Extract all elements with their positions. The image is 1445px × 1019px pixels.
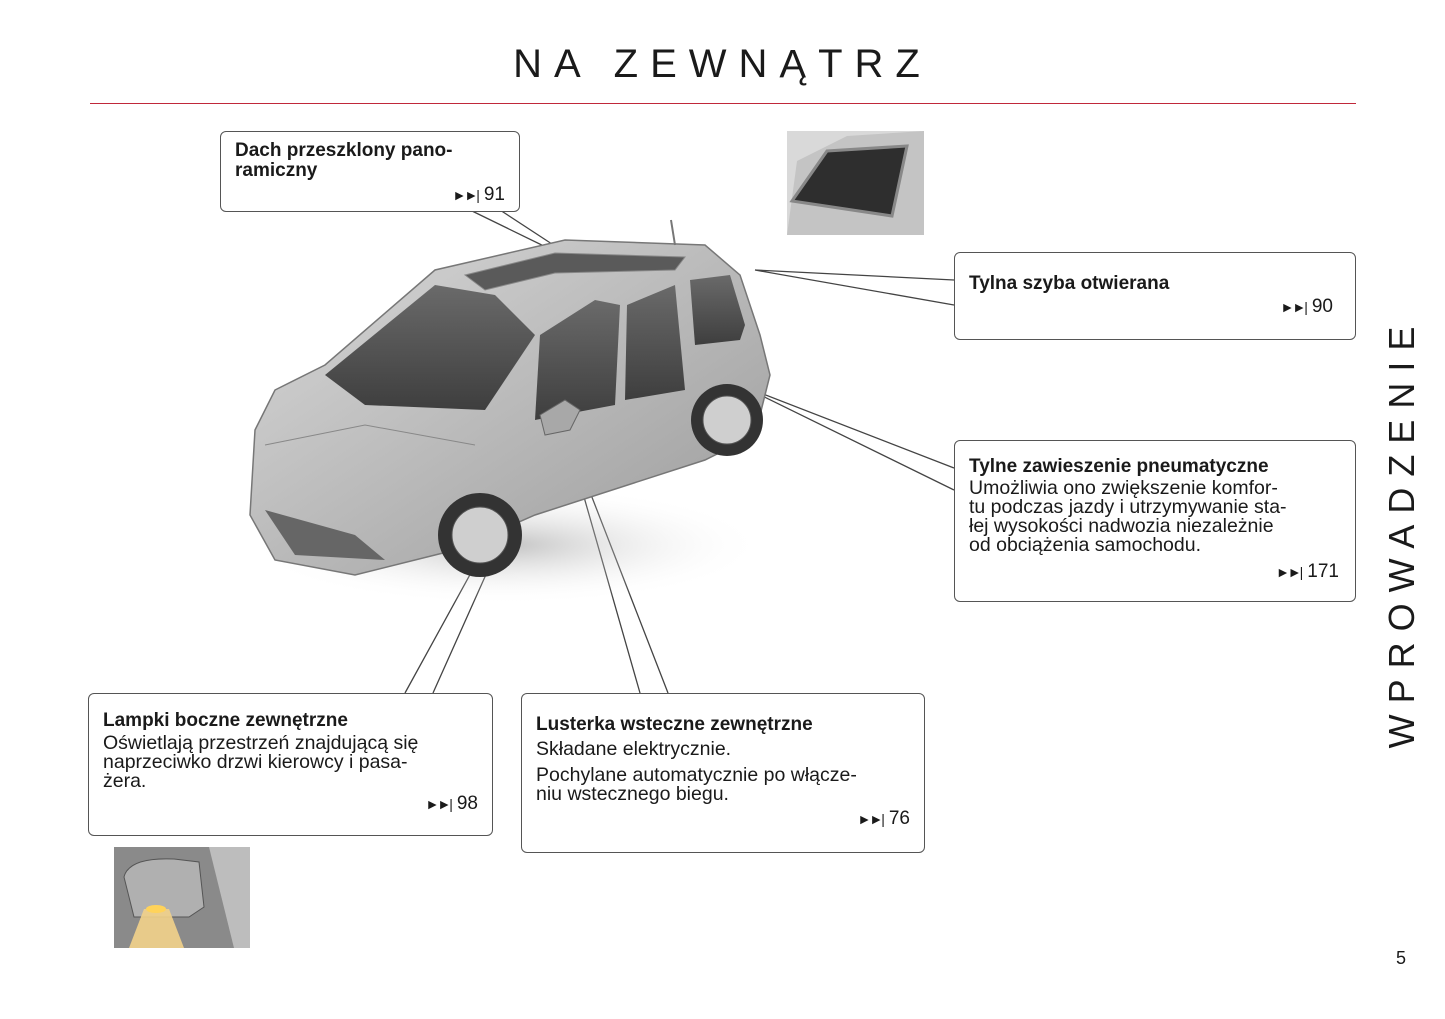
rear-rim [703,396,751,444]
mirrors-body-2: Pochylane automatycznie po włącze- niu wstecznego biegu. [536,764,857,805]
rear-window-page-ref[interactable]: ►►| 90 [1280,296,1333,317]
rear-window-photo [787,131,924,235]
front-rim [452,507,508,563]
fast-forward-icon: ►►| [857,811,883,827]
callout-panoramic-roof [220,131,520,212]
lamps-page-ref[interactable]: ►►| 98 [425,793,478,814]
callout-rear-suspension [954,440,1356,602]
suspension-page-ref[interactable]: ►►| 171 [1275,561,1339,582]
antenna [671,220,675,245]
mirrors-heading: Lusterka wsteczne zewnętrzne [536,714,813,735]
fast-forward-icon: ►►| [1280,299,1306,315]
page-number: 5 [1396,948,1407,968]
suspension-body: Umożliwia ono zwiększenie komfor- tu podczas jazdy i utrzymywanie sta- łej wysokości nadwozia niezależnie od obciążenia samochodu. [969,477,1287,556]
fast-forward-icon: ►►| [1275,564,1302,580]
section-title: WPROWADZENIE [1381,315,1422,749]
mirror-lamp-photo [114,847,250,948]
callout-exterior-mirrors [521,693,925,853]
roof-page-ref[interactable]: ►►| 91 [452,184,505,205]
lamps-body: Oświetlają przestrzeń znajdującą się naprzeciwko drzwi kierowcy i pasa- żera. [103,732,419,792]
fast-forward-icon: ►►| [452,187,478,203]
fast-forward-icon: ►►| [425,796,451,812]
suspension-heading: Tylne zawieszenie pneumatyczne [969,456,1269,477]
lamps-heading: Lampki boczne zewnętrzne [103,710,348,731]
middle-side-window [625,285,685,400]
car-illustration [235,215,785,615]
rear-window-heading: Tylna szyba otwierana [969,273,1170,294]
page-title: NA ZEWNĄTRZ [513,42,932,86]
roof-heading: Dach przeszklony pano- ramiczny [235,140,453,181]
callout-side-lamps [88,693,493,836]
mirrors-body-1: Składane elektrycznie. [536,738,732,760]
callout-rear-window [954,252,1356,340]
mirrors-page-ref[interactable]: ►►| 76 [857,808,910,829]
